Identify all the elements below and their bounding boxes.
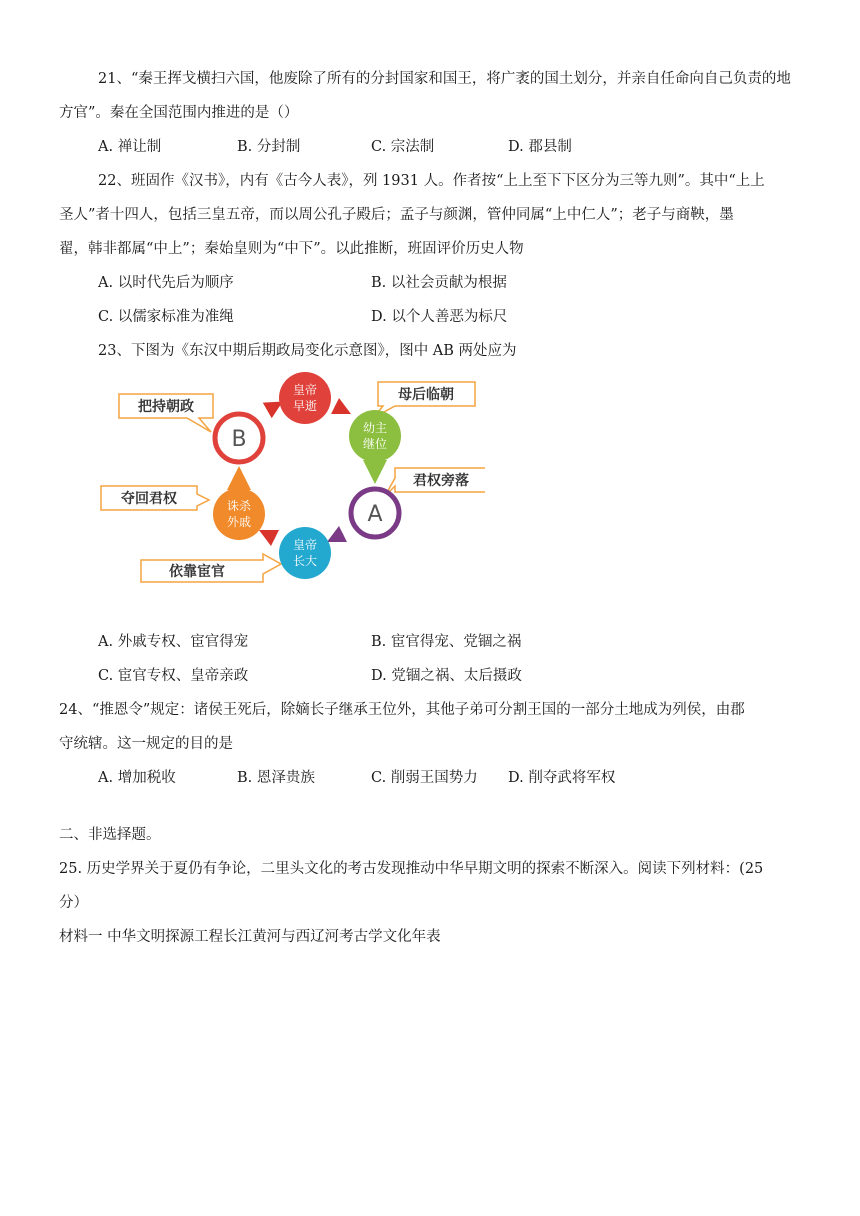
q25-stem-line1: 25. 历史学界关于夏仍有争论，二里头文化的考古发现推动中华早期文明的探索不断深入。阅读下列材料：(25 bbox=[59, 861, 764, 877]
q22-stem-line1: 22、班固作《汉书》，内有《古今人表》，列 1931 人。作者按“上上至下下区分为三等九则”。其中“上上 bbox=[98, 173, 765, 189]
q22-stem-line3: 翟，韩非都属“中上”；秦始皇则为“中下”。以此推断，班固评价历史人物 bbox=[59, 241, 524, 257]
q22-option-b: B. 以社会贡献为根据 bbox=[371, 275, 507, 291]
node-kill-relatives-line2: 外戚 bbox=[226, 515, 252, 529]
callout-empress-regent-text: 母后临朝 bbox=[398, 387, 454, 403]
q24-option-c: C. 削弱王国势力 bbox=[371, 770, 478, 786]
q21-option-c: C. 宗法制 bbox=[371, 139, 435, 155]
q23-option-a: A. 外戚专权、宦官得宠 bbox=[98, 634, 249, 650]
arrow-a-to-emperor-grows bbox=[335, 534, 343, 538]
callout-hold-power bbox=[119, 394, 213, 432]
q21-option-b: B. 分封制 bbox=[237, 139, 301, 155]
callout-empress-regent bbox=[373, 382, 475, 418]
q25-stem-line2: 分） bbox=[59, 895, 88, 911]
diagram-svg bbox=[95, 368, 485, 590]
node-emperor-grows bbox=[279, 527, 331, 579]
callout-rely-eunuchs bbox=[141, 554, 281, 582]
q22-option-c: C. 以儒家标准为准绳 bbox=[98, 309, 234, 325]
q23-option-c: C. 宦官专权、皇帝亲政 bbox=[98, 668, 249, 684]
q24-option-a: A. 增加税收 bbox=[98, 770, 176, 786]
node-emperor-grows-line2: 长大 bbox=[292, 554, 318, 568]
node-kill-relatives bbox=[213, 488, 265, 540]
node-young-ruler-line1: 幼主 bbox=[362, 421, 388, 435]
q24-option-b: B. 恩泽贵族 bbox=[237, 770, 315, 786]
q21-stem-line2: 方官”。秦在全国范围内推进的是（） bbox=[59, 105, 299, 121]
node-b-label: B bbox=[231, 427, 247, 452]
node-emperor-grows-line1: 皇帝 bbox=[292, 538, 318, 552]
q22-stem-line2: 圣人”者十四人，包括三皇五帝，而以周公孔子殿后；孟子与颜渊，管仲同属“上中仁人”；老子与商鞅，墨 bbox=[59, 207, 734, 223]
political-cycle-diagram bbox=[95, 368, 485, 590]
arrow-emperor-grows-to-kill bbox=[267, 534, 275, 538]
node-emperor-dies bbox=[279, 372, 331, 424]
node-a-label: A bbox=[367, 502, 383, 527]
callout-power-decline-text: 君权旁落 bbox=[413, 473, 469, 489]
section2-title: 二、非选择题。 bbox=[59, 827, 161, 843]
node-young-ruler bbox=[349, 410, 401, 462]
arrow-b-to-emperor-dies bbox=[268, 406, 275, 410]
node-b bbox=[215, 414, 263, 462]
q21-stem-line1: 21、“秦王挥戈横扫六国，他废除了所有的分封国家和国王，将广袤的国土划分，并亲自任命向自己负责的地 bbox=[98, 71, 791, 87]
callout-reclaim-power-text: 夺回君权 bbox=[121, 491, 177, 507]
q22-option-d: D. 以个人善恶为标尺 bbox=[371, 309, 508, 325]
callout-rely-eunuchs-text: 依靠宦官 bbox=[169, 564, 225, 580]
q24-stem-line1: 24、“推恩令”规定：诸侯王死后，除嫡长子继承王位外，其他子弟可分割王国的一部分土地成为列侯，由郡 bbox=[59, 702, 745, 718]
q21-option-a: A. 禅让制 bbox=[98, 139, 162, 155]
arrow-emperor-dies-to-young-ruler bbox=[335, 406, 343, 410]
q25-material-heading: 材料一 中华文明探源工程长江黄河与西辽河考古学文化年表 bbox=[59, 929, 441, 945]
q22-option-a: A. 以时代先后为顺序 bbox=[98, 275, 234, 291]
q24-option-d: D. 削夺武将军权 bbox=[508, 770, 616, 786]
q23-stem: 23、下图为《东汉中期后期政局变化示意图》，图中 AB 两处应为 bbox=[98, 343, 517, 359]
q21-option-d: D. 郡县制 bbox=[508, 139, 572, 155]
node-emperor-dies-line1: 皇帝 bbox=[292, 383, 318, 397]
callout-reclaim-power bbox=[101, 486, 209, 510]
node-a bbox=[351, 489, 399, 537]
node-emperor-dies-line2: 早逝 bbox=[292, 399, 318, 413]
q24-stem-line2: 守统辖。这一规定的目的是 bbox=[59, 736, 233, 752]
callout-power-decline bbox=[385, 468, 485, 496]
callout-hold-power-text: 把持朝政 bbox=[138, 399, 194, 415]
node-young-ruler-line2: 继位 bbox=[362, 437, 388, 451]
q23-option-d: D. 党锢之祸、太后摄政 bbox=[371, 668, 522, 684]
node-kill-relatives-line1: 诛杀 bbox=[226, 499, 252, 513]
q23-option-b: B. 宦官得宠、党锢之祸 bbox=[371, 634, 522, 650]
